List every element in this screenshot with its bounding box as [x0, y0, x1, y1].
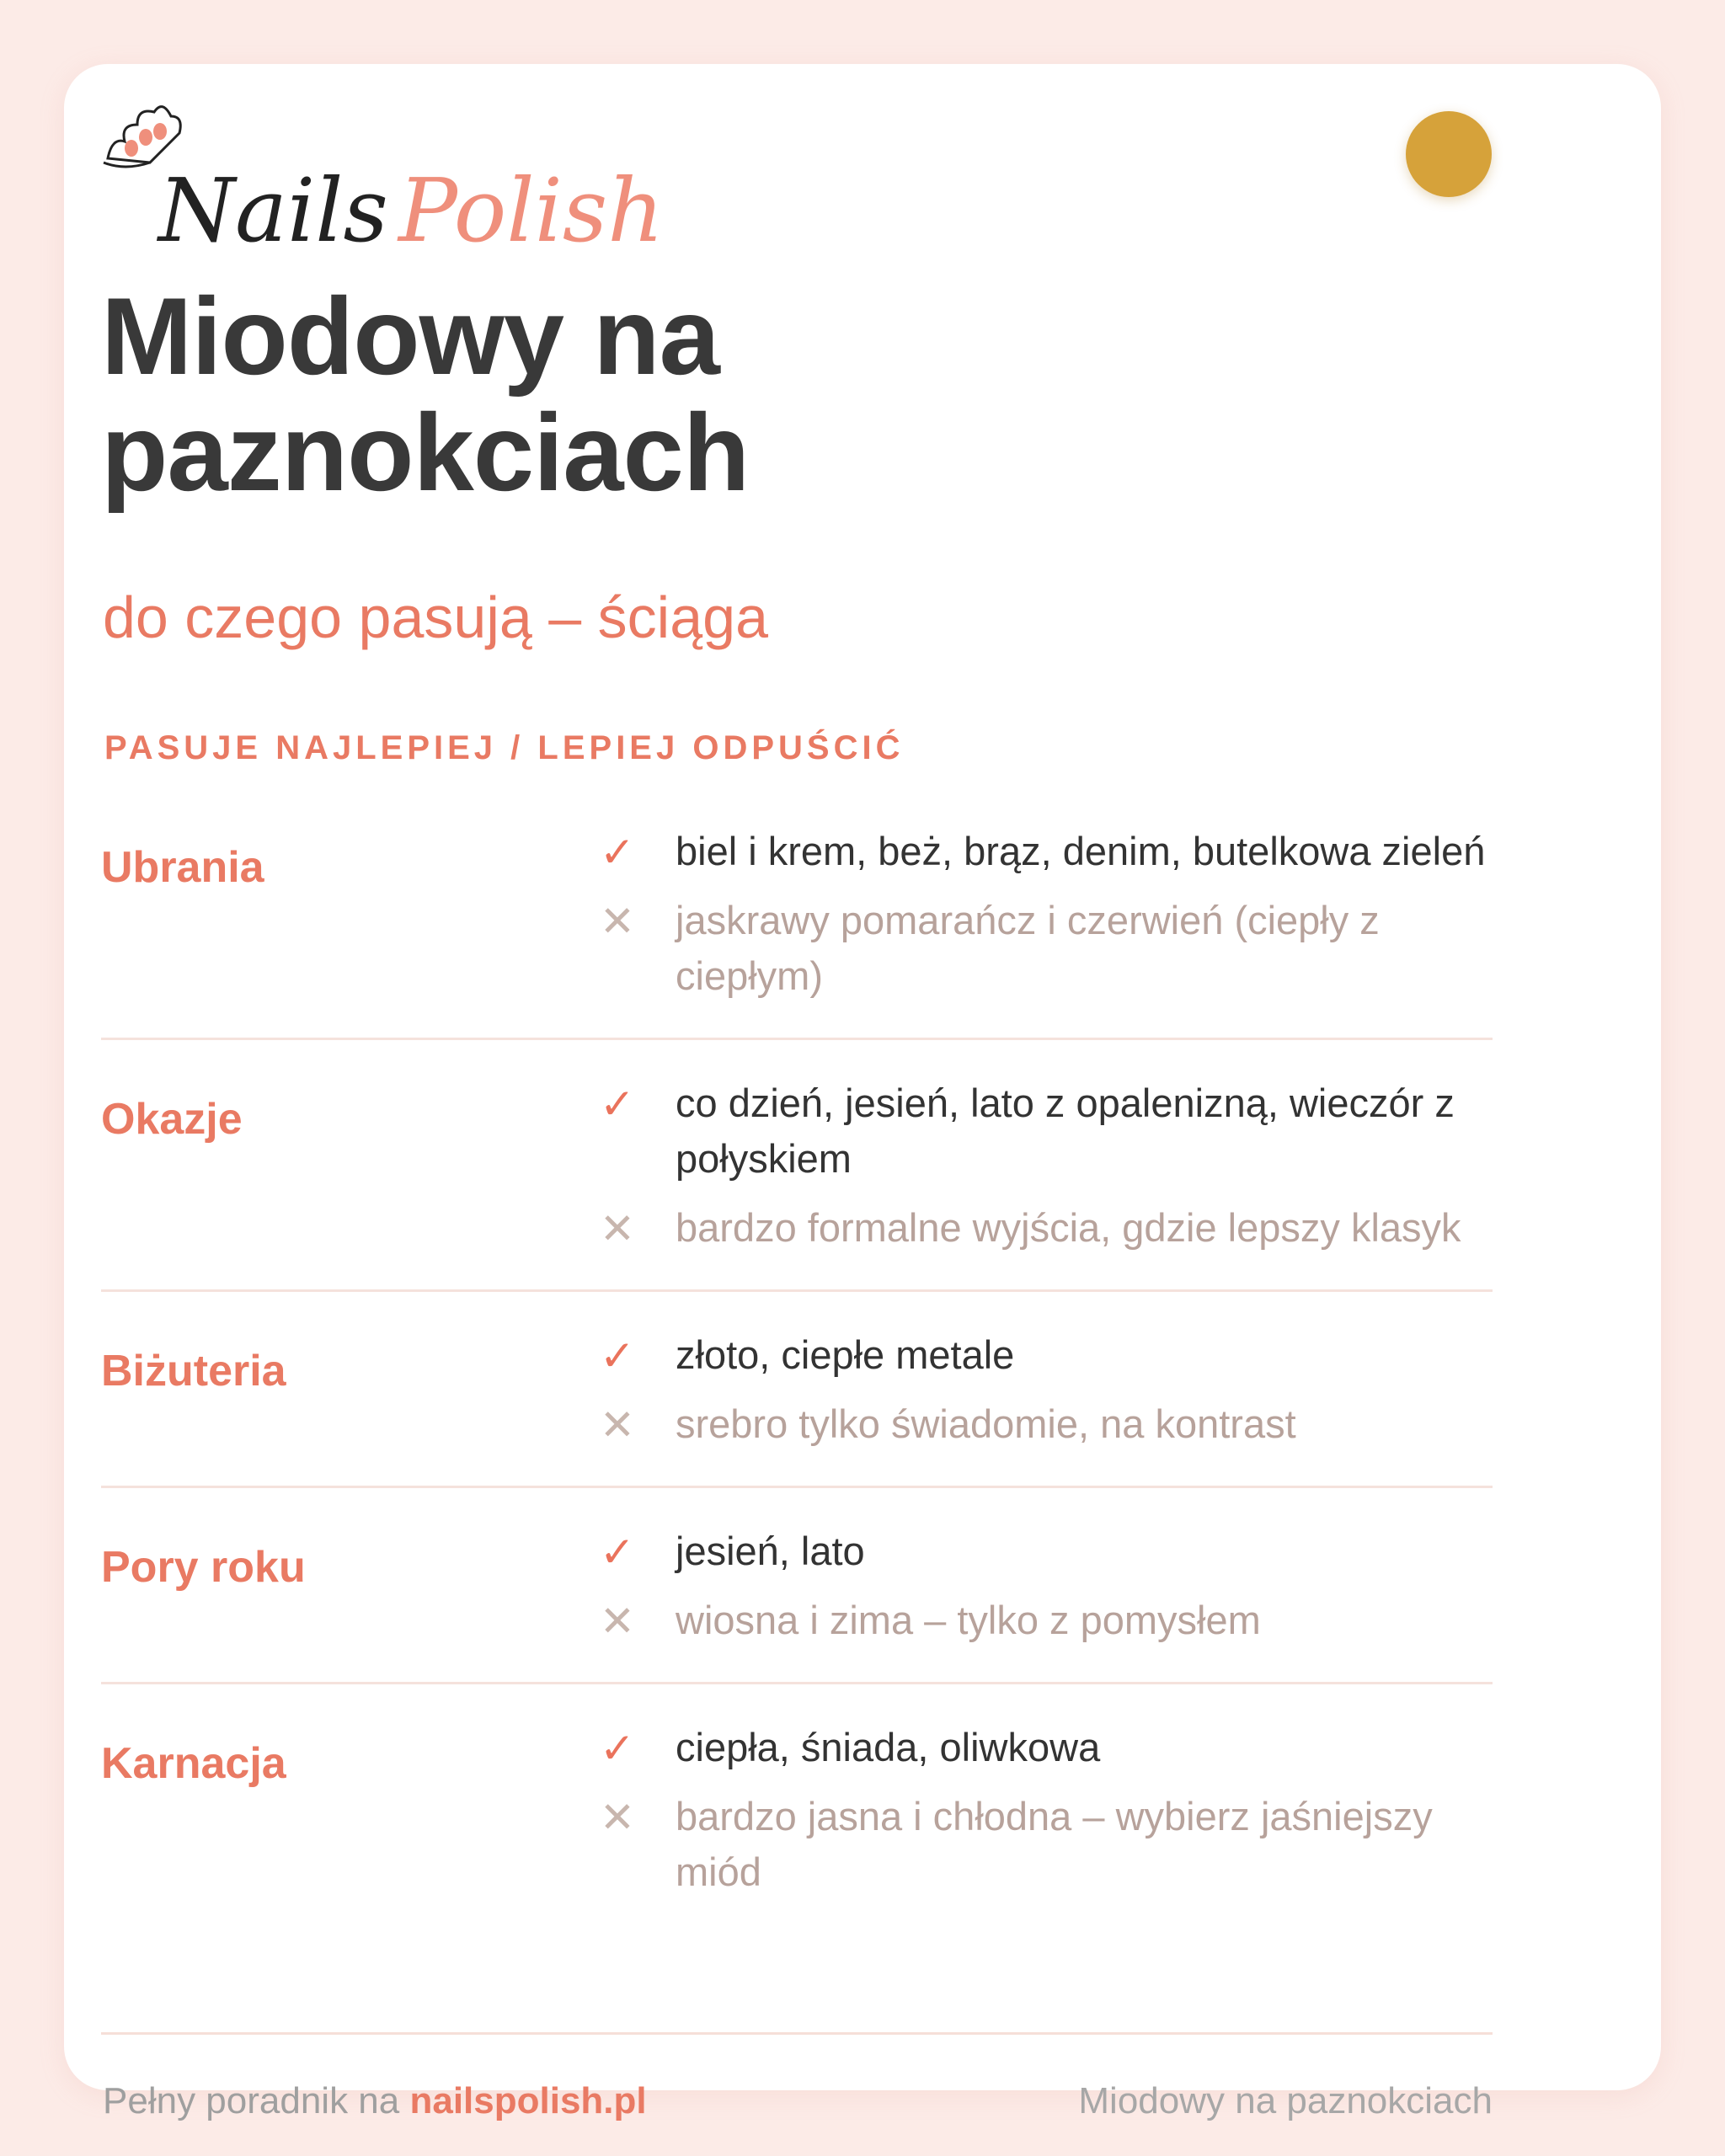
page-subtitle: do czego pasują – ściąga	[103, 584, 768, 650]
check-icon: ✓	[600, 1081, 635, 1128]
avoid-item	[596, 1789, 1493, 1900]
footer-title: Miodowy na paznokciach	[1078, 2080, 1493, 2121]
row-pory-roku	[101, 1524, 1493, 1684]
recommend-text: jesień, lato	[676, 1529, 865, 1573]
cross-icon: ✕	[600, 1205, 635, 1252]
honey-color-dot	[1406, 111, 1492, 197]
row-category: Okazje	[101, 1095, 243, 1144]
footer-source	[103, 2080, 647, 2122]
row-bizuteria	[101, 1327, 1493, 1488]
avoid-item	[596, 1593, 1493, 1648]
recommend-text: co dzień, jesień, lato z opalenizną, wieczór z połyskiem	[676, 1081, 1455, 1181]
row-okazje	[101, 1075, 1493, 1292]
recommend-item	[596, 1720, 1493, 1775]
check-icon: ✓	[600, 1529, 635, 1576]
footer-prefix: Pełny poradnik na	[103, 2080, 400, 2121]
recommend-text: ciepła, śniada, oliwkowa	[676, 1725, 1101, 1769]
row-karnacja	[101, 1720, 1493, 1934]
row-category: Ubrania	[101, 843, 264, 892]
logo-word-polish: Polish	[398, 159, 665, 262]
recommend-item	[596, 1075, 1493, 1187]
row-category: Biżuteria	[101, 1347, 286, 1396]
cross-icon: ✕	[600, 898, 635, 945]
cross-icon: ✕	[600, 1598, 635, 1645]
avoid-text: bardzo formalne wyjścia, gdzie lepszy klasyk	[676, 1205, 1461, 1250]
row-ubrania	[101, 824, 1493, 1040]
nailspolish-logo[interactable]	[99, 99, 672, 293]
avoid-text: srebro tylko świadomie, na kontrast	[676, 1401, 1296, 1446]
pairing-table	[101, 824, 1493, 1934]
check-icon: ✓	[600, 1725, 635, 1772]
logo-word-nails: Nails	[158, 159, 388, 262]
cross-icon: ✕	[600, 1401, 635, 1449]
recommend-text: złoto, ciepłe metale	[676, 1332, 1015, 1377]
avoid-item	[596, 893, 1493, 1004]
row-category: Pory roku	[101, 1543, 306, 1592]
cross-icon: ✕	[600, 1794, 635, 1841]
recommend-item	[596, 824, 1493, 879]
avoid-text: bardzo jasna i chłodna – wybierz jaśniejszy miód	[676, 1794, 1433, 1894]
avoid-item	[596, 1200, 1493, 1256]
recommend-text: biel i krem, beż, brąz, denim, butelkowa zieleń	[676, 829, 1486, 873]
footer-divider	[101, 2032, 1493, 2035]
recommend-item	[596, 1524, 1493, 1579]
footer-site-link[interactable]: nailspolish.pl	[409, 2080, 647, 2121]
avoid-text: jaskrawy pomarańcz i czerwień (ciepły z ciepłym)	[676, 898, 1380, 998]
check-icon: ✓	[600, 1332, 635, 1380]
recommend-item	[596, 1327, 1493, 1383]
row-category: Karnacja	[101, 1739, 286, 1788]
avoid-item	[596, 1396, 1493, 1452]
section-label: PASUJE NAJLEPIEJ / LEPIEJ ODPUŚCIĆ	[104, 729, 905, 766]
page-title: Miodowy na paznokciach	[101, 275, 750, 514]
avoid-text: wiosna i zima – tylko z pomysłem	[676, 1598, 1261, 1642]
check-icon: ✓	[600, 829, 635, 876]
